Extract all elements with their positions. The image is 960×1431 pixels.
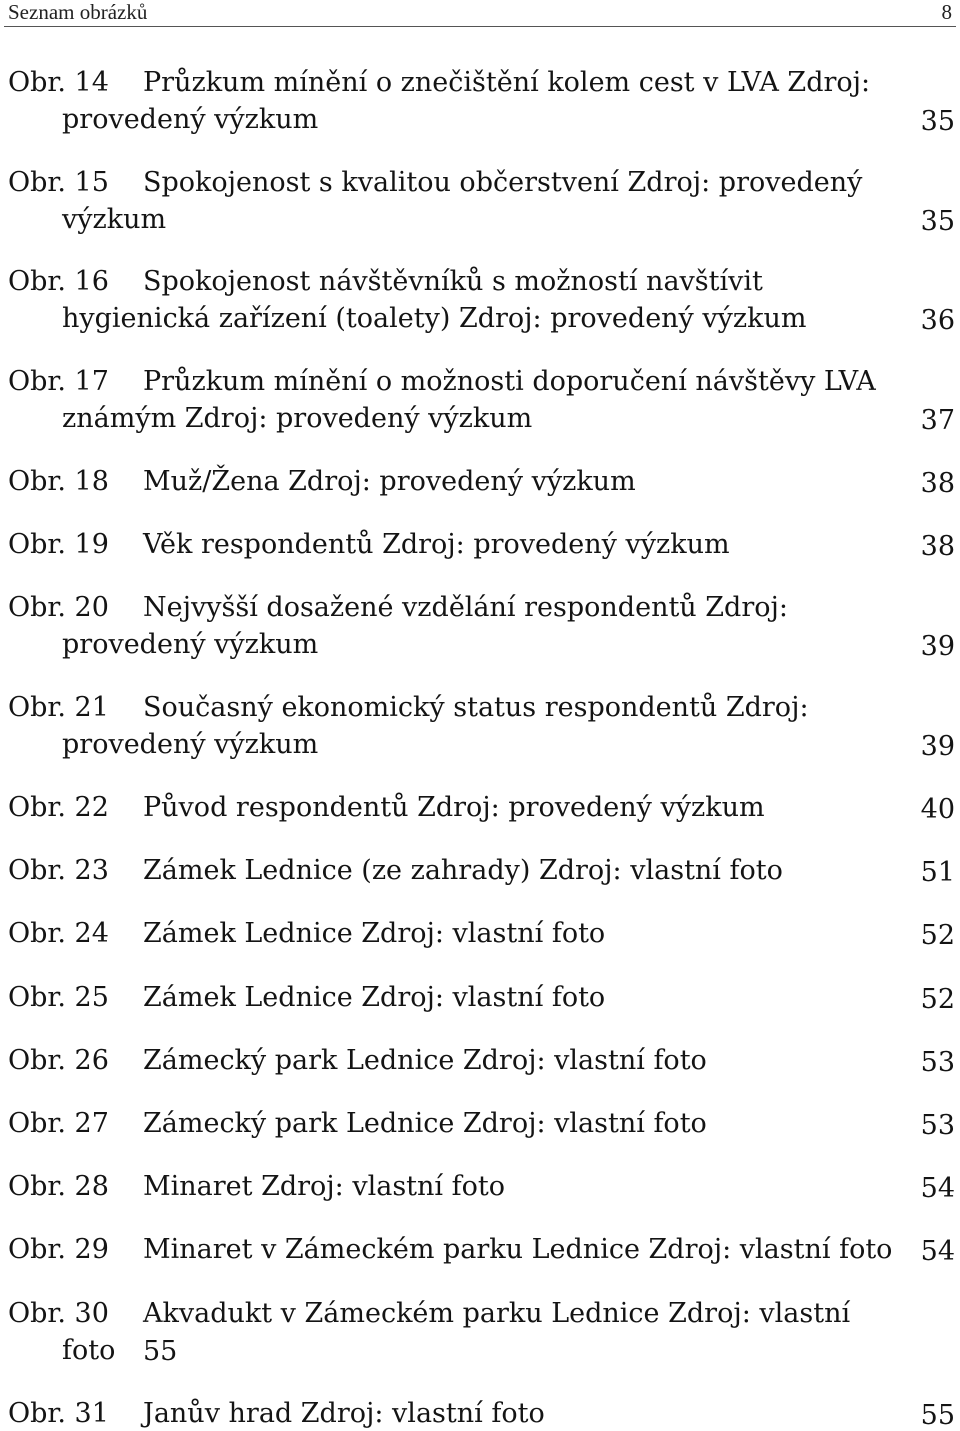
figure-title-line-1: Původ respondentů Zdroj: provedený výzkum	[143, 792, 765, 823]
figure-label: Obr. 23	[8, 855, 109, 886]
figure-label: Obr. 25	[8, 982, 109, 1013]
figure-label: Obr. 28	[8, 1171, 109, 1202]
figure-title-line-1: Současný ekonomický status respondentů Zdroj:	[143, 692, 809, 723]
figure-label: Obr. 15	[8, 167, 109, 198]
figure-page-number: 54	[920, 1173, 955, 1204]
figure-page-number: 52	[920, 984, 955, 1015]
header-divider	[4, 26, 956, 27]
figure-entry-29	[0, 1235, 960, 1265]
figure-page-number: 39	[920, 731, 955, 762]
figure-entry-18	[0, 467, 960, 497]
figure-entry-17	[0, 366, 960, 436]
figure-label: Obr. 27	[8, 1108, 109, 1139]
figure-page-number: 54	[920, 1236, 955, 1267]
section-title: Seznam obrázků	[8, 0, 148, 24]
figure-title-line-1: Spokojenost návštěvníků s možností navštívit	[143, 266, 763, 297]
page-header	[0, 0, 960, 27]
figure-title-line-1: Průzkum mínění o znečištění kolem cest v LVA Zdroj:	[143, 67, 871, 98]
figure-title-line-2: provedený výzkum	[62, 104, 319, 135]
figure-entry-15	[0, 167, 960, 237]
figure-label: Obr. 21	[8, 692, 109, 723]
figure-label: Obr. 26	[8, 1045, 109, 1076]
figure-label: Obr. 14	[8, 67, 109, 98]
figure-entry-26	[0, 1046, 960, 1076]
figure-title-line-2: provedený výzkum	[62, 729, 319, 760]
figure-title-line-1: Spokojenost s kvalitou občerstvení Zdroj: provedený	[143, 167, 863, 198]
figure-entry-23	[0, 856, 960, 886]
figure-entry-30	[0, 1298, 960, 1367]
figure-entry-19	[0, 530, 960, 560]
figure-page-number: 37	[920, 405, 955, 436]
figure-entry-28	[0, 1172, 960, 1202]
figure-label: Obr. 30	[8, 1298, 109, 1329]
figure-page-number: 55	[143, 1336, 178, 1367]
figure-label: Obr. 24	[8, 918, 109, 949]
figure-page-number: 40	[920, 794, 955, 825]
figure-label: Obr. 17	[8, 366, 109, 397]
figure-title-line-2: výzkum	[62, 204, 167, 235]
figure-entry-20	[0, 592, 960, 662]
figure-title-line-1: Janův hrad Zdroj: vlastní foto	[143, 1398, 545, 1429]
figure-page-number: 36	[920, 305, 955, 336]
figure-label: Obr. 16	[8, 266, 109, 297]
figure-page-number: 35	[920, 106, 955, 137]
figure-entry-14	[0, 67, 960, 137]
figure-title-line-2: provedený výzkum	[62, 629, 319, 660]
figure-title-line-1: Zámecký park Lednice Zdroj: vlastní foto	[143, 1045, 707, 1076]
figure-title-line-1: Minaret Zdroj: vlastní foto	[143, 1171, 505, 1202]
figure-label: Obr. 22	[8, 792, 109, 823]
figure-title-line-1: Akvadukt v Zámeckém parku Lednice Zdroj: vlastní	[143, 1298, 851, 1329]
figure-entry-25	[0, 983, 960, 1013]
figure-page-number: 38	[920, 531, 955, 562]
figure-label: Obr. 18	[8, 466, 109, 497]
figure-entry-22	[0, 793, 960, 823]
figure-label: Obr. 29	[8, 1234, 109, 1265]
figure-title-line-1: Zámek Lednice Zdroj: vlastní foto	[143, 982, 606, 1013]
figure-title-line-1: Zámecký park Lednice Zdroj: vlastní foto	[143, 1108, 707, 1139]
figure-title-line-1: Zámek Lednice Zdroj: vlastní foto	[143, 918, 606, 949]
figure-page-number: 55	[920, 1400, 955, 1431]
figure-entry-21	[0, 692, 960, 762]
figure-title-line-1: Muž/Žena Zdroj: provedený výzkum	[143, 466, 636, 497]
figure-page-number: 51	[920, 857, 955, 888]
figure-entry-31	[0, 1399, 960, 1429]
figure-title-line-1: Průzkum mínění o možnosti doporučení návštěvy LVA	[143, 366, 876, 397]
figure-title-line-2: známým Zdroj: provedený výzkum	[62, 403, 533, 434]
figure-label: Obr. 19	[8, 529, 109, 560]
figure-page-number: 52	[920, 920, 955, 951]
figure-title-line-1: Minaret v Zámeckém parku Lednice Zdroj: vlastní foto	[143, 1234, 893, 1265]
page-number: 8	[941, 0, 952, 24]
figure-page-number: 53	[920, 1047, 955, 1078]
figure-title-line-1: Věk respondentů Zdroj: provedený výzkum	[143, 529, 730, 560]
figure-entry-16	[0, 266, 960, 336]
figure-entry-24	[0, 919, 960, 949]
figure-page-number: 39	[920, 631, 955, 662]
figure-page-number: 38	[920, 468, 955, 499]
figure-title-line-1: Zámek Lednice (ze zahrady) Zdroj: vlastní foto	[143, 855, 783, 886]
figure-page-number: 35	[920, 206, 955, 237]
figure-title-line-2: foto	[62, 1335, 116, 1366]
figure-label: Obr. 20	[8, 592, 109, 623]
figure-title-line-1: Nejvyšší dosažené vzdělání respondentů Zdroj:	[143, 592, 788, 623]
figure-title-line-2: hygienická zařízení (toalety) Zdroj: provedený výzkum	[62, 303, 807, 334]
figure-label: Obr. 31	[8, 1398, 109, 1429]
figure-entry-27	[0, 1109, 960, 1139]
figure-page-number: 53	[920, 1110, 955, 1141]
